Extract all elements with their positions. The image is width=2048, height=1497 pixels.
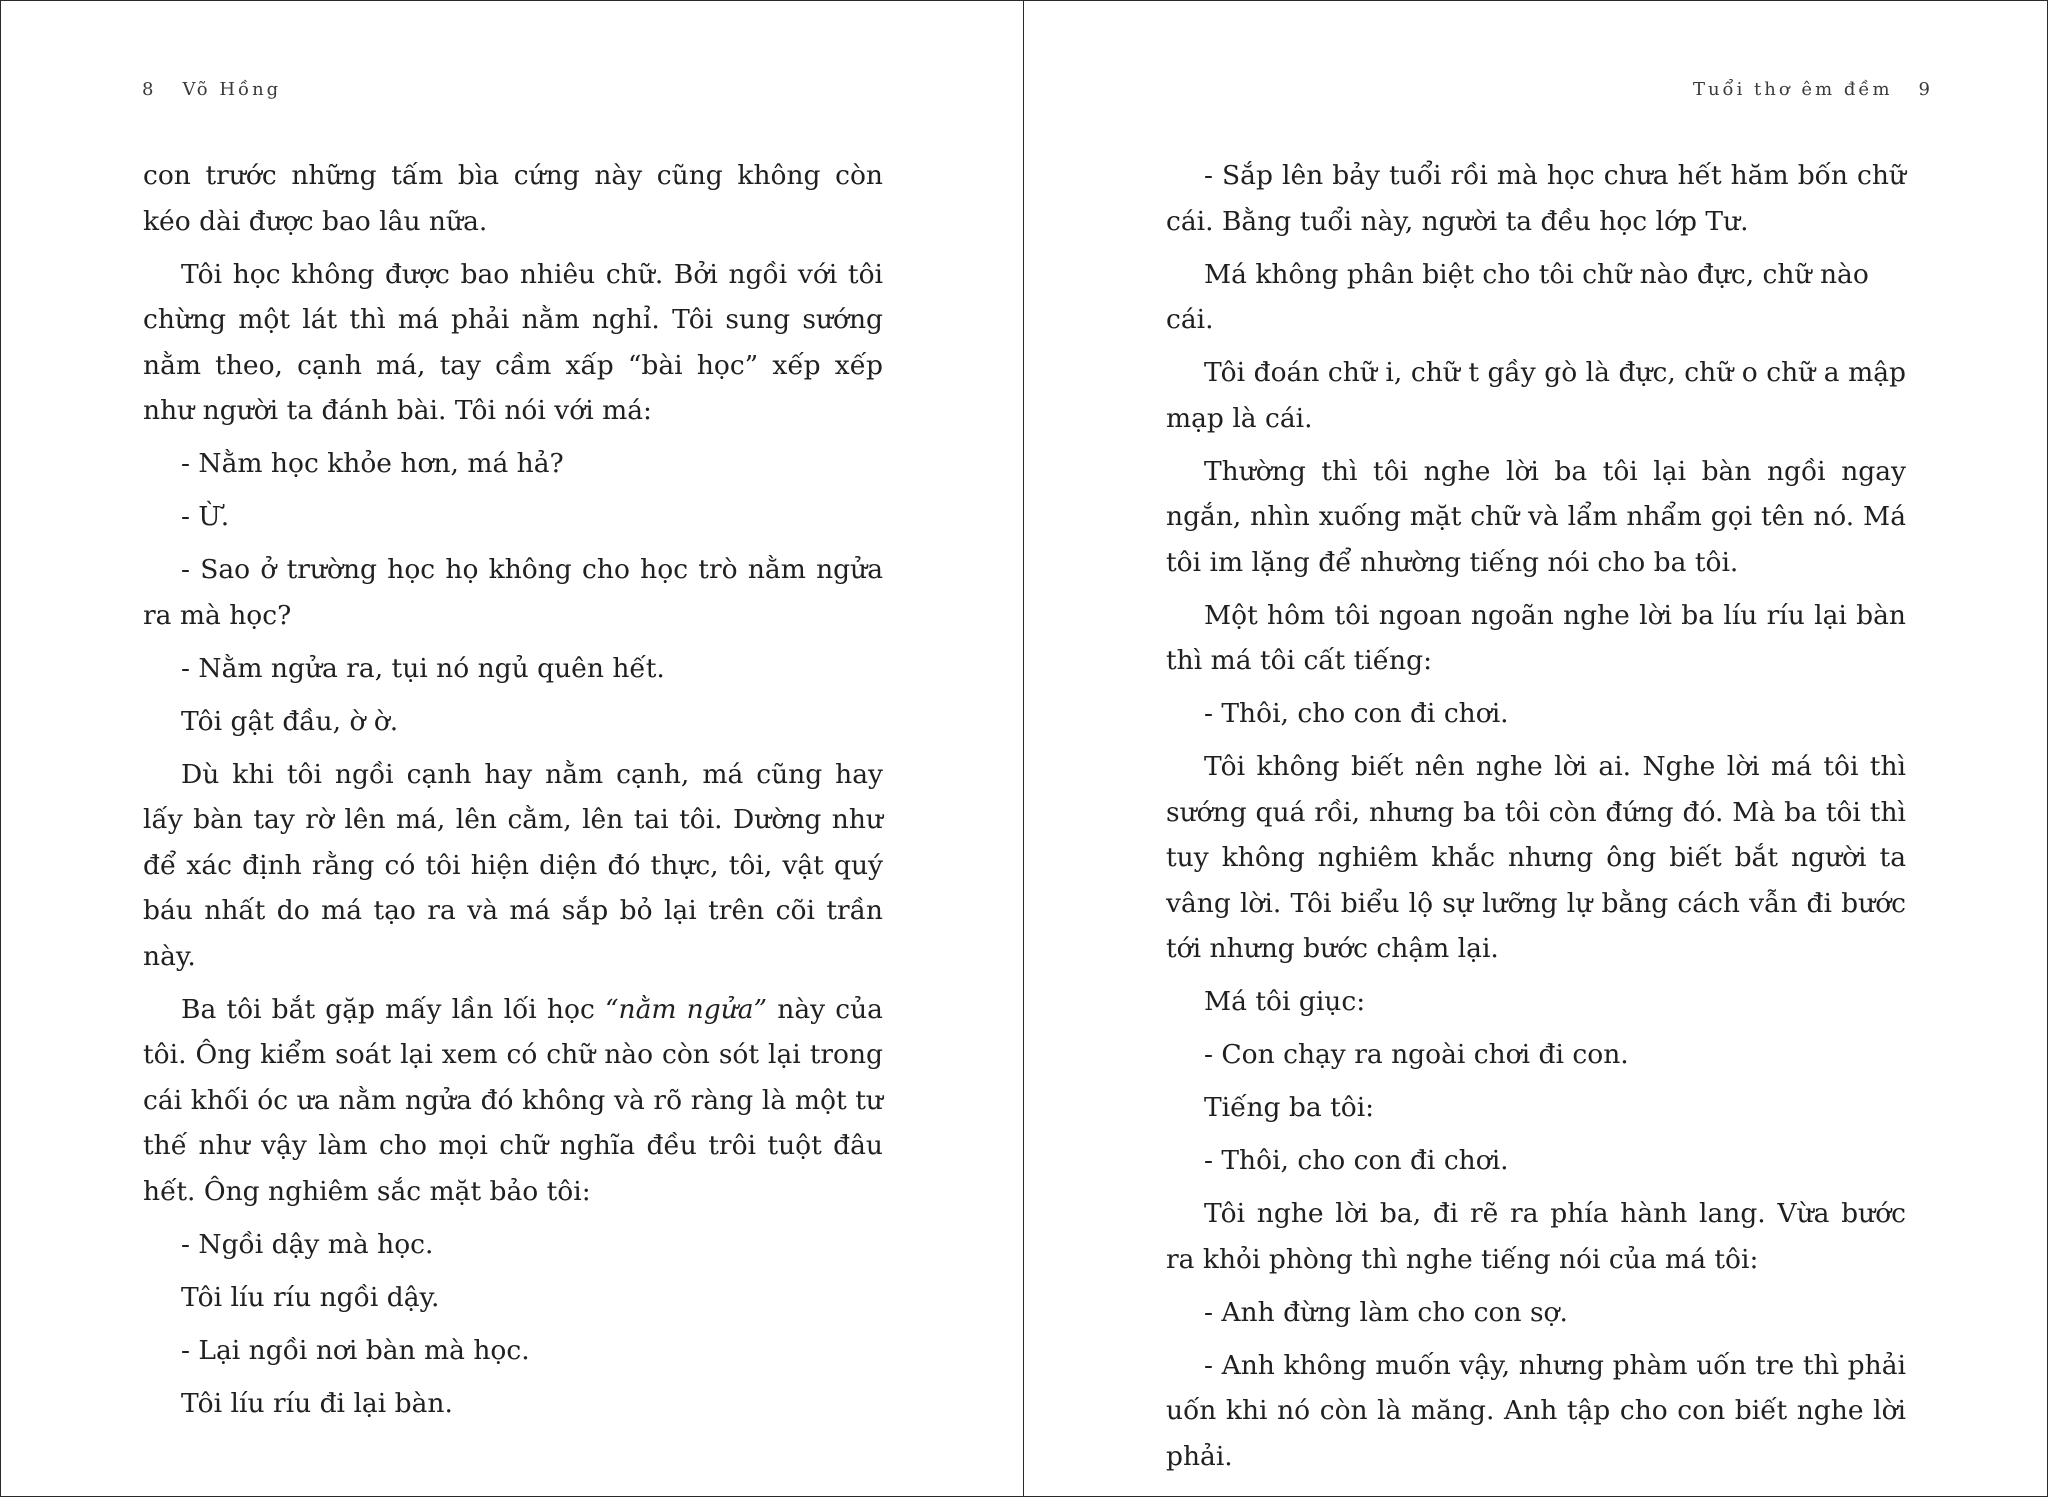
dialogue-line: - Sao ở trường học họ không cho học trò nằm ngửa ra mà học?	[143, 554, 883, 631]
dialogue-line: - Nằm ngửa ra, tụi nó ngủ quên hết.	[181, 652, 665, 684]
right-running-head	[1693, 79, 1933, 100]
paragraph: Tôi líu ríu đi lại bàn.	[181, 1387, 453, 1419]
right-body-text	[1166, 153, 1906, 1487]
dialogue-line: - Anh đừng làm cho con sợ.	[1204, 1296, 1568, 1328]
paragraph: Má không phân biệt cho tôi chữ nào đực, chữ nào cái.	[1166, 258, 1869, 335]
dialogue-line: - Lại ngồi nơi bàn mà học.	[181, 1334, 530, 1366]
paragraph: Tôi gật đầu, ờ ờ.	[181, 705, 399, 737]
left-page-number: 8	[142, 79, 157, 100]
dialogue-line: - Con chạy ra ngoài chơi đi con.	[1204, 1039, 1629, 1070]
dialogue-line: - Ngồi dậy mà học.	[181, 1228, 434, 1260]
dialogue-line: - Ừ.	[181, 501, 230, 532]
paragraph-part: Ba tôi bắt gặp mấy lần lối học	[181, 993, 605, 1025]
dialogue-line: - Sắp lên bảy tuổi rồi mà học chưa hết hăm bốn chữ cái. Bằng tuổi này, người ta đều học lớp Tư.	[1166, 160, 1906, 237]
left-body-text	[143, 153, 883, 1434]
paragraph: Tôi không biết nên nghe lời ai. Nghe lời má tôi thì sướng quá rồi, nhưng ba tôi còn đứng đó. Mà ba tôi thì tuy không nghiêm khắc nhưng ông biết bắt người ta vâng lời. Tôi biểu lộ sự lưỡng lự bằng cách vẫn đi bước tới nhưng bước chậm lại.	[1166, 751, 1906, 964]
left-page	[1, 1, 1023, 1496]
left-running-head	[142, 79, 281, 100]
paragraph: Tôi đoán chữ i, chữ t gầy gò là đực, chữ o chữ a mập mạp là cái.	[1166, 357, 1906, 434]
paragraph: Tôi học không được bao nhiêu chữ. Bởi ngồi với tôi chừng một lát thì má phải nằm nghỉ. Tôi sung sướng nằm theo, cạnh má, tay cầm xấp “bài học” xếp xếp như người ta đánh bài. Tôi nói với má:	[143, 258, 883, 426]
paragraph: Thường thì tôi nghe lời ba tôi lại bàn ngồi ngay ngắn, nhìn xuống mặt chữ và lẩm nhẩm gọi tên nó. Má tôi im lặng để nhường tiếng nói cho ba tôi.	[1166, 455, 1906, 578]
paragraph: Dù khi tôi ngồi cạnh hay nằm cạnh, má cũng hay lấy bàn tay rờ lên má, lên cằm, lên tai tôi. Dường như để xác định rằng có tôi hiện diện đó thực, tôi, vật quý báu nhất do má tạo ra và má sắp bỏ lại trên cõi trần này.	[143, 758, 883, 972]
dialogue-line: - Nằm học khỏe hơn, má hả?	[181, 448, 564, 479]
italic-phrase: “nằm ngửa”	[604, 993, 768, 1025]
paragraph: Tôi líu ríu ngồi dậy.	[181, 1281, 440, 1313]
paragraph: Tôi nghe lời ba, đi rẽ ra phía hành lang. Vừa bước ra khỏi phòng thì nghe tiếng nói của má tôi:	[1166, 1198, 1906, 1275]
dialogue-line: - Thôi, cho con đi chơi.	[1204, 1145, 1509, 1176]
paragraph	[143, 987, 883, 1215]
paragraph: Tiếng ba tôi:	[1204, 1092, 1375, 1123]
left-author-name: Võ Hồng	[182, 79, 282, 100]
paragraph: Má tôi giục:	[1204, 986, 1366, 1017]
dialogue-line: - Thôi, cho con đi chơi.	[1204, 698, 1509, 729]
right-page-number: 9	[1918, 79, 1933, 100]
paragraph: Một hôm tôi ngoan ngoãn nghe lời ba líu ríu lại bàn thì má tôi cất tiếng:	[1166, 599, 1906, 676]
paragraph-part: này của tôi. Ông kiểm soát lại xem có chữ nào còn sót lại trong cái khối óc ưa nằm ngửa đó không và rõ ràng là một tư thế như vậy làm cho mọi chữ nghĩa đều trôi tuột đâu hết. Ông nghiêm sắc mặt bảo tôi:	[143, 993, 883, 1207]
right-book-title: Tuổi thơ êm đềm	[1692, 79, 1893, 100]
paragraph: con trước những tấm bìa cứng này cũng không còn kéo dài được bao lâu nữa.	[143, 160, 883, 237]
dialogue-line: - Anh không muốn vậy, nhưng phàm uốn tre thì phải uốn khi nó còn là măng. Anh tập cho con biết nghe lời phải.	[1166, 1349, 1906, 1472]
right-page	[1024, 1, 2047, 1496]
